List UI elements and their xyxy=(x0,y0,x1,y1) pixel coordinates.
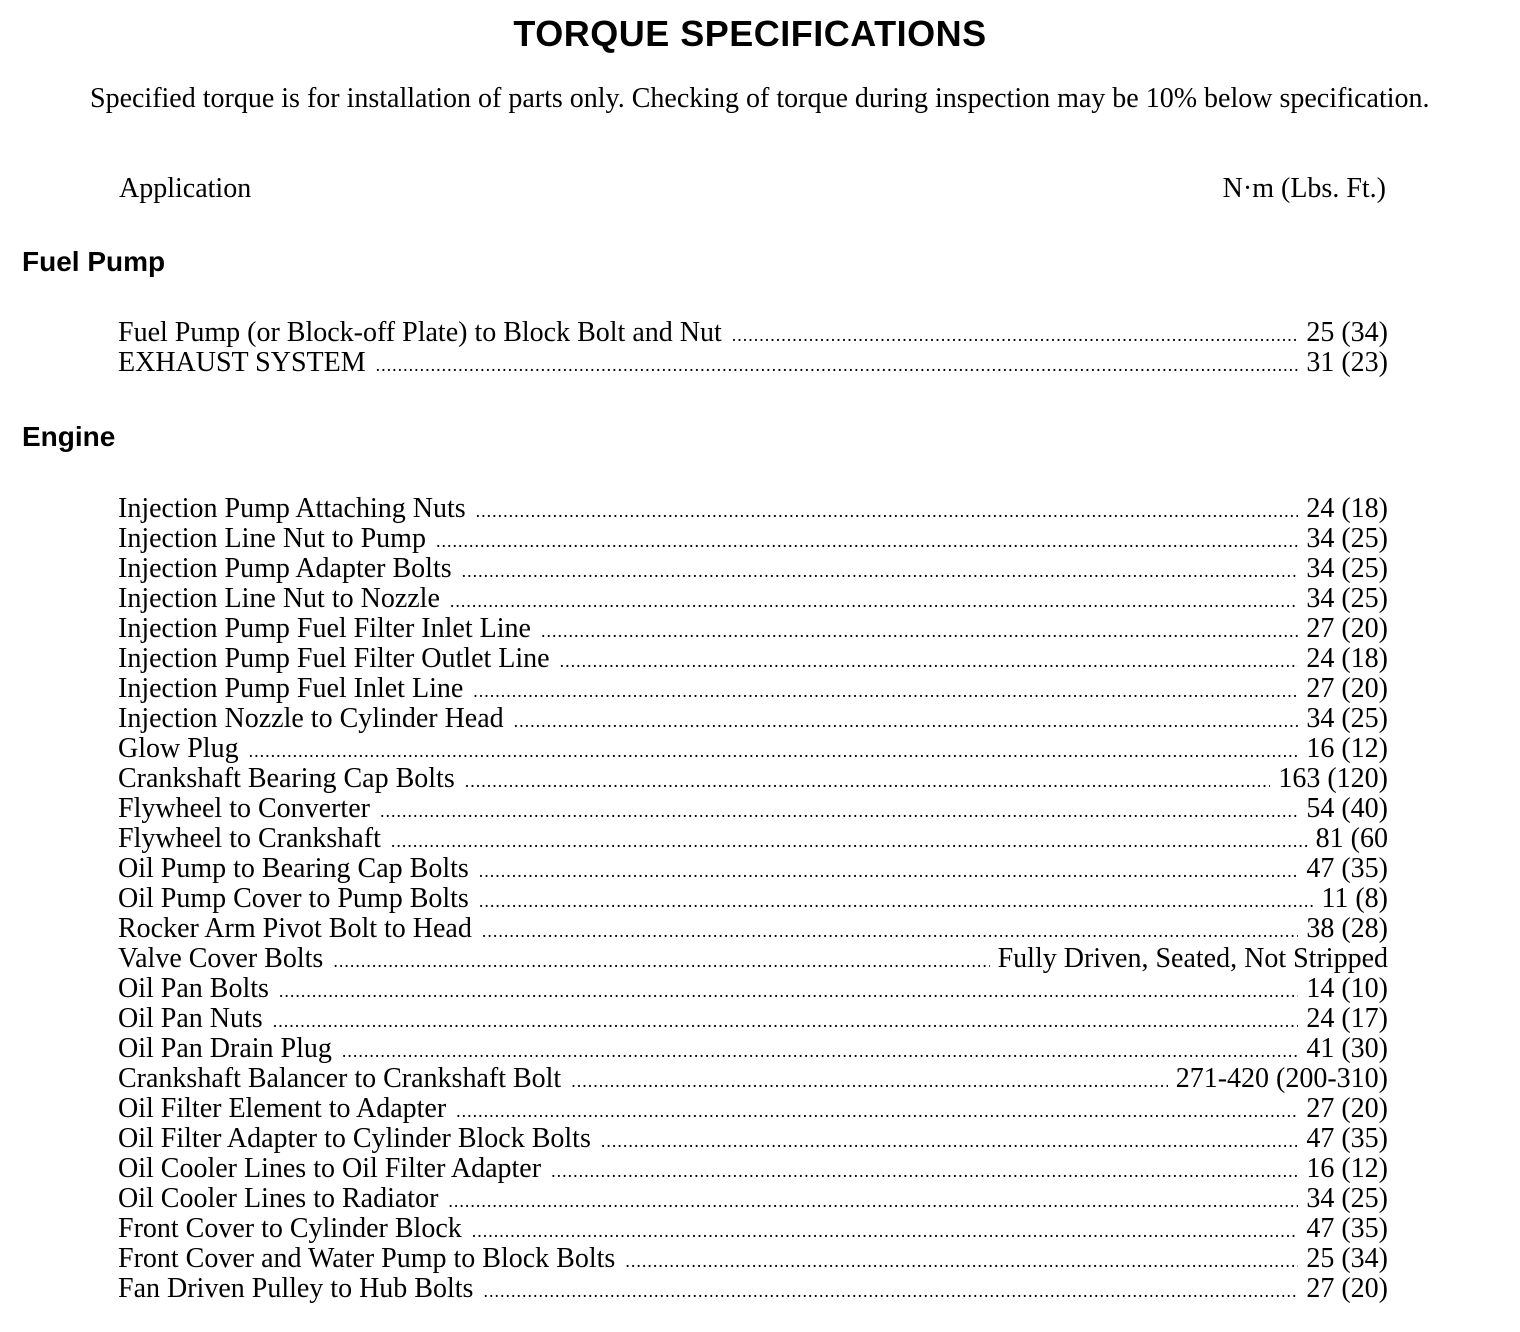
spec-row xyxy=(118,584,1388,614)
spec-row xyxy=(118,674,1388,704)
spec-row xyxy=(118,1064,1388,1094)
spec-row xyxy=(118,1004,1388,1034)
dot-leader xyxy=(601,1126,1298,1154)
spec-row xyxy=(118,764,1388,794)
dot-leader xyxy=(514,706,1299,734)
dot-leader xyxy=(456,1096,1298,1124)
spec-application: Front Cover to Cylinder Block xyxy=(118,1214,462,1244)
spec-torque-value: 25 (34) xyxy=(1306,318,1388,348)
spec-row xyxy=(118,554,1388,584)
dot-leader xyxy=(732,320,1299,348)
spec-torque-value: 27 (20) xyxy=(1306,674,1388,704)
spec-application: EXHAUST SYSTEM xyxy=(118,348,366,378)
spec-torque-value: 47 (35) xyxy=(1306,854,1388,884)
dot-leader xyxy=(465,766,1271,794)
spec-row xyxy=(118,318,1388,348)
spec-torque-value: 16 (12) xyxy=(1306,734,1388,764)
spec-row xyxy=(118,914,1388,944)
spec-application: Valve Cover Bolts xyxy=(118,944,324,974)
engine-spec-list xyxy=(118,494,1388,1304)
spec-application: Glow Plug xyxy=(118,734,239,764)
spec-application: Flywheel to Converter xyxy=(118,794,370,824)
spec-torque-value: 25 (34) xyxy=(1306,1244,1388,1274)
spec-torque-value: 81 (60 xyxy=(1315,824,1388,854)
spec-torque-value: 27 (20) xyxy=(1306,1274,1388,1304)
dot-leader xyxy=(450,586,1298,614)
spec-torque-value: 14 (10) xyxy=(1306,974,1388,1004)
spec-application: Oil Filter Element to Adapter xyxy=(118,1094,447,1124)
spec-row xyxy=(118,1034,1388,1064)
dot-leader xyxy=(249,736,1299,764)
spec-torque-value: 34 (25) xyxy=(1306,704,1388,734)
column-header-torque: N·m (Lbs. Ft.) xyxy=(1222,173,1386,204)
spec-torque-value: 24 (18) xyxy=(1306,644,1388,674)
spec-application: Front Cover and Water Pump to Block Bolts xyxy=(118,1244,616,1274)
spec-torque-value: 41 (30) xyxy=(1306,1034,1388,1064)
spec-application: Crankshaft Bearing Cap Bolts xyxy=(118,764,455,794)
spec-application: Oil Pump to Bearing Cap Bolts xyxy=(118,854,469,884)
dot-leader xyxy=(342,1036,1298,1064)
spec-torque-value: 34 (25) xyxy=(1306,1184,1388,1214)
spec-torque-value: Fully Driven, Seated, Not Stripped xyxy=(997,944,1388,974)
dot-leader xyxy=(333,946,989,974)
dot-leader xyxy=(479,856,1299,884)
spec-application: Oil Pan Bolts xyxy=(118,974,269,1004)
spec-torque-value: 24 (17) xyxy=(1306,1004,1388,1034)
spec-torque-value: 11 (8) xyxy=(1321,884,1388,914)
spec-torque-value: 163 (120) xyxy=(1278,764,1388,794)
column-header-application: Application xyxy=(119,173,252,204)
spec-row xyxy=(118,524,1388,554)
dot-leader xyxy=(472,1216,1299,1244)
spec-application: Injection Pump Fuel Filter Outlet Line xyxy=(118,644,550,674)
spec-row xyxy=(118,614,1388,644)
spec-torque-value: 47 (35) xyxy=(1306,1124,1388,1154)
section-heading-fuel-pump: Fuel Pump xyxy=(22,246,166,277)
spec-row xyxy=(118,1154,1388,1184)
spec-torque-value: 31 (23) xyxy=(1306,348,1388,378)
spec-application: Injection Line Nut to Nozzle xyxy=(118,584,440,614)
spec-application: Flywheel to Crankshaft xyxy=(118,824,381,854)
spec-application: Injection Pump Fuel Inlet Line xyxy=(118,674,464,704)
spec-row xyxy=(118,1274,1388,1304)
spec-torque-value: 271-420 (200-310) xyxy=(1175,1064,1388,1094)
spec-application: Oil Pan Drain Plug xyxy=(118,1034,332,1064)
spec-row xyxy=(118,1094,1388,1124)
spec-torque-value: 34 (25) xyxy=(1306,554,1388,584)
spec-application: Oil Pan Nuts xyxy=(118,1004,263,1034)
dot-leader xyxy=(380,796,1298,824)
spec-application: Injection Pump Adapter Bolts xyxy=(118,554,452,584)
spec-row xyxy=(118,794,1388,824)
spec-row xyxy=(118,1244,1388,1274)
spec-row xyxy=(118,704,1388,734)
dot-leader xyxy=(625,1246,1298,1274)
spec-torque-value: 34 (25) xyxy=(1306,584,1388,614)
spec-application: Crankshaft Balancer to Crankshaft Bolt xyxy=(118,1064,562,1094)
dot-leader xyxy=(273,1006,1299,1034)
spec-torque-value: 24 (18) xyxy=(1306,494,1388,524)
spec-application: Oil Filter Adapter to Cylinder Block Bolts xyxy=(118,1124,591,1154)
spec-application: Oil Cooler Lines to Radiator xyxy=(118,1184,439,1214)
dot-leader xyxy=(479,886,1314,914)
spec-row xyxy=(118,1214,1388,1244)
dot-leader xyxy=(391,826,1308,854)
spec-torque-value: 47 (35) xyxy=(1306,1214,1388,1244)
intro-paragraph: Specified torque is for installation of parts only. Checking of torque during inspection may be 10% below specification. xyxy=(90,83,1430,114)
page-title: TORQUE SPECIFICATIONS xyxy=(513,13,987,54)
dot-leader xyxy=(541,616,1298,644)
dot-leader xyxy=(473,676,1298,704)
spec-application: Injection Pump Fuel Filter Inlet Line xyxy=(118,614,531,644)
dot-leader xyxy=(448,1186,1298,1214)
spec-row xyxy=(118,884,1388,914)
spec-torque-value: 34 (25) xyxy=(1306,524,1388,554)
dot-leader xyxy=(436,526,1298,554)
dot-leader xyxy=(483,1276,1298,1304)
spec-torque-value: 27 (20) xyxy=(1306,1094,1388,1124)
spec-row xyxy=(118,348,1388,378)
spec-application: Oil Pump Cover to Pump Bolts xyxy=(118,884,469,914)
spec-row xyxy=(118,944,1388,974)
dot-leader xyxy=(462,556,1299,584)
section-heading-engine: Engine xyxy=(22,421,116,452)
spec-application: Oil Cooler Lines to Oil Filter Adapter xyxy=(118,1154,542,1184)
spec-torque-value: 54 (40) xyxy=(1306,794,1388,824)
spec-row xyxy=(118,1184,1388,1214)
dot-leader xyxy=(560,646,1299,674)
spec-application: Injection Pump Attaching Nuts xyxy=(118,494,466,524)
spec-row xyxy=(118,854,1388,884)
spec-row xyxy=(118,734,1388,764)
dot-leader xyxy=(571,1066,1167,1094)
spec-row xyxy=(118,1124,1388,1154)
spec-torque-value: 38 (28) xyxy=(1306,914,1388,944)
spec-application: Injection Line Nut to Pump xyxy=(118,524,426,554)
spec-application: Fuel Pump (or Block-off Plate) to Block Bolt and Nut xyxy=(118,318,722,348)
spec-application: Fan Driven Pulley to Hub Bolts xyxy=(118,1274,474,1304)
dot-leader xyxy=(551,1156,1298,1184)
fuel-pump-spec-list xyxy=(118,318,1388,378)
spec-application: Rocker Arm Pivot Bolt to Head xyxy=(118,914,472,944)
dot-leader xyxy=(279,976,1298,1004)
spec-row xyxy=(118,644,1388,674)
spec-row xyxy=(118,494,1388,524)
spec-row xyxy=(118,974,1388,1004)
dot-leader xyxy=(376,350,1299,378)
spec-row xyxy=(118,824,1388,854)
dot-leader xyxy=(482,916,1298,944)
dot-leader xyxy=(476,496,1299,524)
spec-torque-value: 16 (12) xyxy=(1306,1154,1388,1184)
spec-torque-value: 27 (20) xyxy=(1306,614,1388,644)
spec-application: Injection Nozzle to Cylinder Head xyxy=(118,704,504,734)
